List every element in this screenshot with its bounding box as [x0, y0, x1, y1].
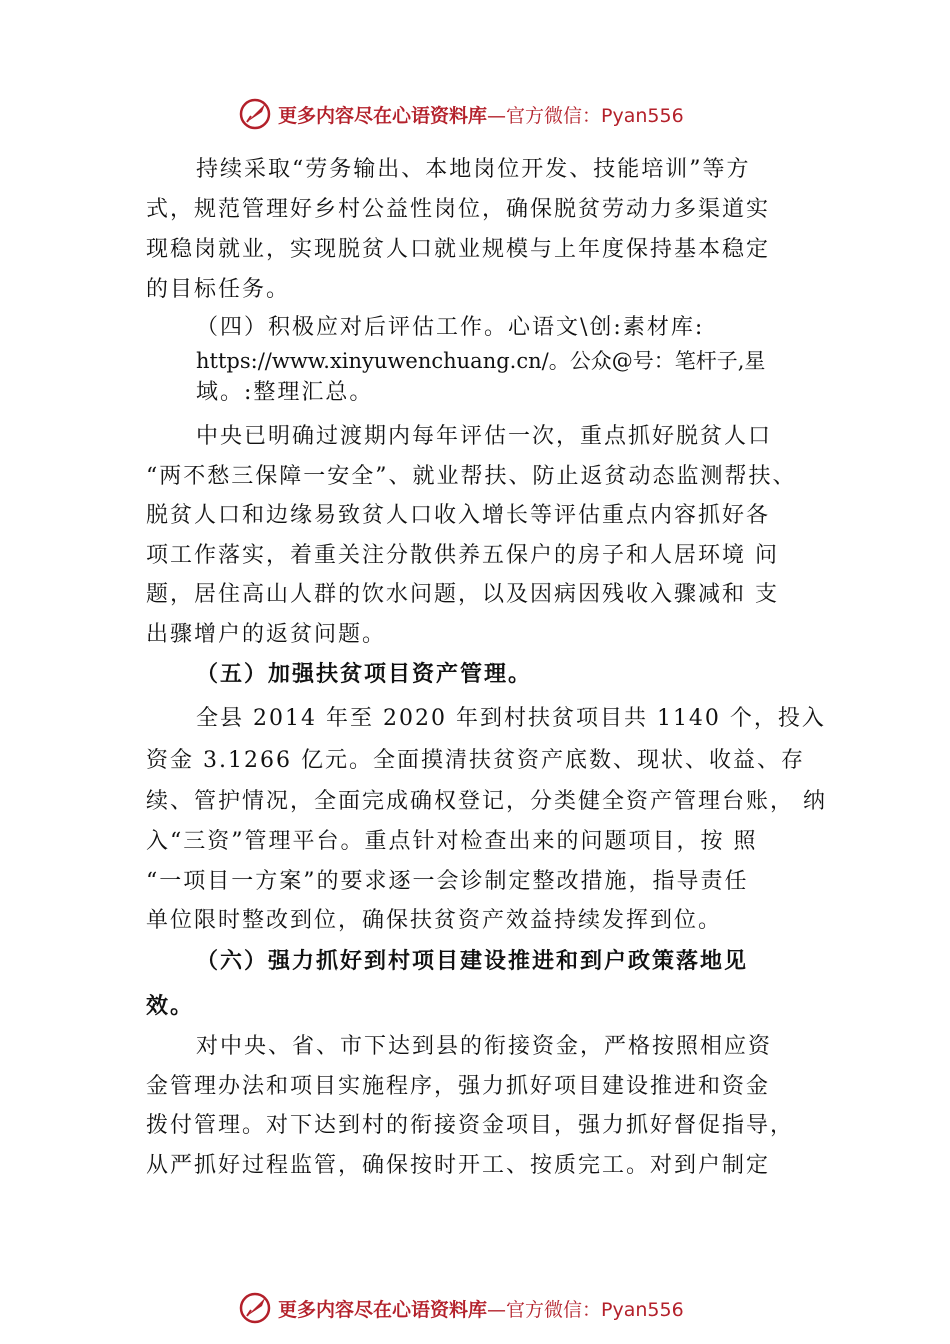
- section-heading: （五）加强扶贫项目资产管理。: [196, 661, 533, 687]
- watermark-brand: 更多内容尽在心语资料库: [278, 104, 488, 127]
- text-line: “两不愁三保障一安全”、就业帮扶、防止返贫动态监测帮扶、: [146, 464, 797, 489]
- watermark-contact: —官方微信：Pyan556: [487, 1298, 684, 1321]
- text-line: 域。:整理汇总。: [196, 380, 374, 405]
- section-heading: （六）强力抓好到村项目建设推进和到户政策落地见: [196, 948, 749, 974]
- text-line: 对中央、省、市下达到县的衔接资金，严格按照相应资: [196, 1034, 773, 1059]
- text-line: 脱贫人口和边缘易致贫人口收入增长等评估重点内容抓好各: [146, 503, 771, 528]
- text-line: 题，居住高山人群的饮水问题，以及因病因残收入骤减和 支: [146, 582, 779, 607]
- text-line: 中央已明确过渡期内每年评估一次，重点抓好脱贫人口: [196, 424, 773, 449]
- quill-logo-icon: [238, 1291, 272, 1325]
- text-line: 拨付管理。对下达到村的衔接资金项目，强力抓好督促指导，: [146, 1113, 795, 1138]
- watermark-banner-top: [238, 96, 684, 132]
- text-line: 项工作落实，着重关注分散供养五保户的房子和人居环境 问: [146, 543, 779, 568]
- text-line: 式，规范管理好乡村公益性岗位，确保脱贫劳动力多渠道实: [146, 197, 771, 222]
- text-line: 资金 3.1266 亿元。全面摸清扶贫资产底数、现状、收益、存: [146, 748, 805, 773]
- text-line: 持续采取“劳务输出、本地岗位开发、技能培训”等方: [196, 157, 751, 182]
- text-line: 从严抓好过程监管，确保按时开工、按质完工。对到户制定: [146, 1153, 771, 1178]
- text-line: 入“三资”管理平台。重点针对检查出来的问题项目，按 照: [146, 829, 758, 854]
- text-line: 续、管护情况，全面完成确权登记，分类健全资产管理台账， 纳: [146, 789, 827, 814]
- text-line: 金管理办法和项目实施程序，强力抓好项目建设推进和资金: [146, 1074, 771, 1099]
- quill-logo-icon: [238, 97, 272, 131]
- watermark-brand: 更多内容尽在心语资料库: [278, 1298, 488, 1321]
- text-line: 出骤增户的返贫问题。: [146, 622, 387, 647]
- watermark-contact: —官方微信：Pyan556: [487, 104, 684, 127]
- section-heading: （四）积极应对后评估工作。心语文\创:素材库:: [196, 315, 705, 340]
- text-line: 全县 2014 年至 2020 年到村扶贫项目共 1140 个，投入: [196, 706, 826, 731]
- text-line: https://www.xinyuwenchuang.cn/。公众@号：笔杆子,星: [196, 349, 766, 373]
- text-line: 单位限时整改到位，确保扶贫资产效益持续发挥到位。: [146, 908, 723, 933]
- section-heading-continued: 效。: [146, 993, 195, 1019]
- text-line: “一项目一方案”的要求逐一会诊制定整改措施，指导责任: [146, 869, 749, 894]
- text-line: 的目标任务。: [146, 277, 291, 302]
- watermark-banner-bottom: [238, 1290, 684, 1326]
- text-line: 现稳岗就业，实现脱贫人口就业规模与上年度保持基本稳定: [146, 237, 771, 262]
